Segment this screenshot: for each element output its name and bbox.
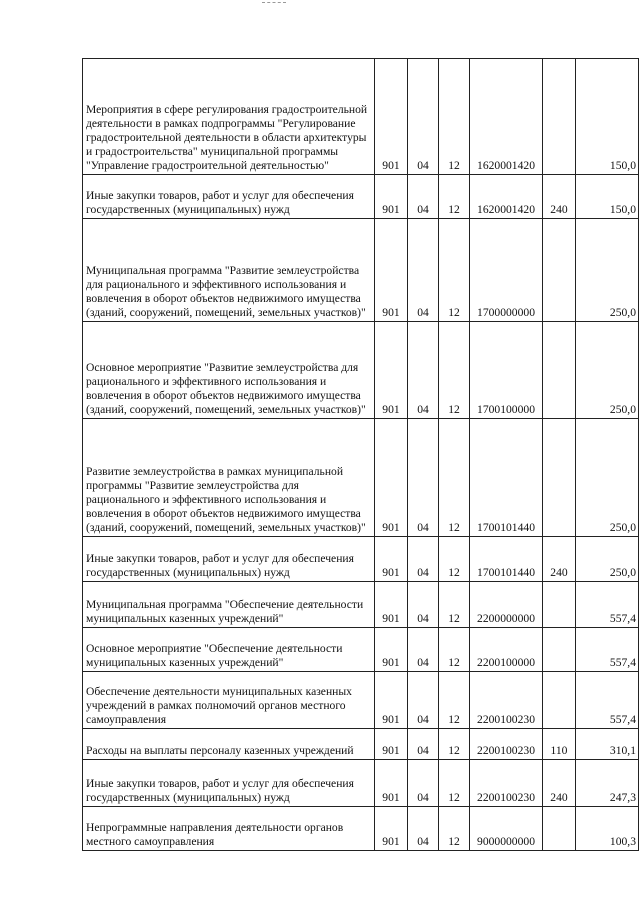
row-pr: 12 [439,537,470,582]
row-name: Иные закупки товаров, работ и услуг для обеспечения государственных (муниципальных) нужд [83,537,375,582]
scan-mark [262,2,286,5]
row-pr: 12 [439,672,470,729]
budget-table [82,58,639,851]
row-ved: 901 [375,672,408,729]
row-ved: 901 [375,175,408,219]
row-name: Иные закупки товаров, работ и услуг для обеспечения государственных (муниципальных) нужд [83,175,375,219]
row-name: Основное мероприятие "Развитие землеустройства для рационального и эффективного использования и вовлечения в оборот объектов недвижимого имущества (зданий, сооружений, помещений, земельных участков)" [83,322,375,419]
row-sum: 150,0 [576,59,639,175]
row-rz: 04 [408,59,439,175]
row-name: Развитие землеустройства в рамках муниципальной программы "Развитие землеустройства для рационального и эффективного использования и вовлечения в оборот объектов недвижимого имущества (зданий, сооружений, помещений, земельных участков)" [83,419,375,537]
row-pr: 12 [439,219,470,322]
row-pr: 12 [439,175,470,219]
table-row [83,59,639,175]
row-vr [543,672,576,729]
row-csr: 2200100230 [470,672,543,729]
row-rz: 04 [408,219,439,322]
row-vr [543,807,576,851]
row-name: Непрограммные направления деятельности органов местного самоуправления [83,807,375,851]
row-rz: 04 [408,807,439,851]
row-csr: 9000000000 [470,807,543,851]
row-csr: 1700101440 [470,419,543,537]
row-sum: 250,0 [576,419,639,537]
row-pr: 12 [439,760,470,807]
row-vr [543,419,576,537]
row-sum: 150,0 [576,175,639,219]
row-vr: 240 [543,537,576,582]
row-rz: 04 [408,729,439,760]
table-row [83,537,639,582]
row-ved: 901 [375,419,408,537]
row-rz: 04 [408,537,439,582]
row-sum: 100,3 [576,807,639,851]
table-body [83,59,639,851]
row-pr: 12 [439,419,470,537]
table-row [83,628,639,672]
row-name: Муниципальная программа "Обеспечение деятельности муниципальных казенных учреждений" [83,582,375,628]
row-sum: 310,1 [576,729,639,760]
row-pr: 12 [439,59,470,175]
row-vr [543,582,576,628]
row-csr: 1700100000 [470,322,543,419]
row-vr [543,59,576,175]
row-ved: 901 [375,59,408,175]
row-csr: 2200100230 [470,729,543,760]
row-vr [543,628,576,672]
row-name: Расходы на выплаты персоналу казенных учреждений [83,729,375,760]
row-name: Муниципальная программа "Развитие землеустройства для рационального и эффективного использования и вовлечения в оборот объектов недвижимого имущества (зданий, сооружений, помещений, земельных участков)" [83,219,375,322]
row-pr: 12 [439,322,470,419]
table-row [83,807,639,851]
row-vr: 240 [543,760,576,807]
row-csr: 2200100000 [470,628,543,672]
row-rz: 04 [408,628,439,672]
table-row [83,582,639,628]
row-rz: 04 [408,419,439,537]
row-csr: 2200100230 [470,760,543,807]
row-csr: 1700101440 [470,537,543,582]
row-rz: 04 [408,760,439,807]
table-row [83,672,639,729]
row-pr: 12 [439,807,470,851]
row-sum: 250,0 [576,537,639,582]
row-sum: 557,4 [576,672,639,729]
row-sum: 557,4 [576,582,639,628]
row-rz: 04 [408,582,439,628]
row-name: Обеспечение деятельности муниципальных казенных учреждений в рамках полномочий органов местного самоуправления [83,672,375,729]
table-row [83,760,639,807]
row-sum: 247,3 [576,760,639,807]
row-csr: 2200000000 [470,582,543,628]
row-ved: 901 [375,322,408,419]
row-ved: 901 [375,729,408,760]
row-csr: 1620001420 [470,59,543,175]
row-pr: 12 [439,729,470,760]
table-row [83,322,639,419]
row-ved: 901 [375,537,408,582]
row-ved: 901 [375,582,408,628]
row-vr [543,322,576,419]
table-row [83,175,639,219]
table-row [83,419,639,537]
row-vr [543,219,576,322]
row-csr: 1700000000 [470,219,543,322]
row-sum: 250,0 [576,322,639,419]
row-pr: 12 [439,582,470,628]
row-ved: 901 [375,807,408,851]
row-ved: 901 [375,219,408,322]
table-row [83,729,639,760]
row-vr: 240 [543,175,576,219]
row-rz: 04 [408,322,439,419]
row-vr: 110 [543,729,576,760]
row-name: Иные закупки товаров, работ и услуг для обеспечения государственных (муниципальных) нужд [83,760,375,807]
row-rz: 04 [408,672,439,729]
table-row [83,219,639,322]
row-pr: 12 [439,628,470,672]
row-rz: 04 [408,175,439,219]
row-sum: 250,0 [576,219,639,322]
row-sum: 557,4 [576,628,639,672]
row-name: Основное мероприятие "Обеспечение деятельности муниципальных казенных учреждений" [83,628,375,672]
row-ved: 901 [375,760,408,807]
row-csr: 1620001420 [470,175,543,219]
row-ved: 901 [375,628,408,672]
row-name: Мероприятия в сфере регулирования градостроительной деятельности в рамках подпрограммы "Регулирование градостроительной деятельности в области архитектуры и градостроительства" муниципальной программы "Управление градостроительной деятельностью" [83,59,375,175]
